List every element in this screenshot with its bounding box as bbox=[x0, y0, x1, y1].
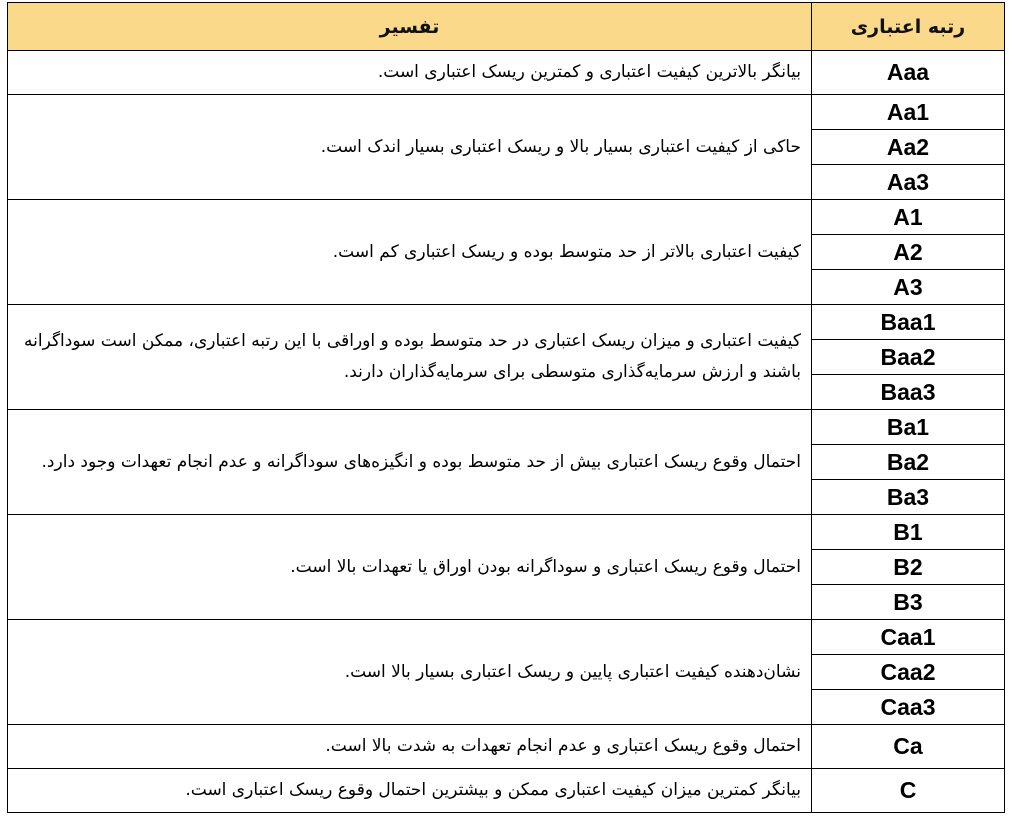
header-description: تفسیر bbox=[8, 3, 812, 51]
description-cell: کیفیت اعتباری و میزان ریسک اعتباری در حد متوسط بوده و اوراقی با این رتبه اعتباری، ممکن است سوداگرانه باشند و ارزش سرمایه‌گذاری متوسطی برای سرمایه‌گذاران دارند. bbox=[8, 305, 812, 410]
table-row bbox=[8, 725, 1005, 769]
rating-cell: B1 bbox=[812, 515, 1005, 550]
rating-cell: Baa3 bbox=[812, 375, 1005, 410]
rating-cell: Caa3 bbox=[812, 690, 1005, 725]
rating-cell: A1 bbox=[812, 200, 1005, 235]
table-row bbox=[8, 200, 1005, 235]
rating-cell: B3 bbox=[812, 585, 1005, 620]
rating-cell: Aaa bbox=[812, 51, 1005, 95]
table-row bbox=[8, 305, 1005, 340]
rating-cell: Ca bbox=[812, 725, 1005, 769]
credit-rating-table bbox=[7, 2, 1005, 813]
rating-cell: Ba2 bbox=[812, 445, 1005, 480]
rating-cell: A3 bbox=[812, 270, 1005, 305]
rating-cell: Caa1 bbox=[812, 620, 1005, 655]
description-cell: کیفیت اعتباری بالاتر از حد متوسط بوده و ریسک اعتباری کم است. bbox=[8, 200, 812, 305]
description-cell: احتمال وقوع ریسک اعتباری بیش از حد متوسط بوده و انگیزه‌های سوداگرانه و عدم انجام تعهدات وجود دارد. bbox=[8, 410, 812, 515]
table-row bbox=[8, 515, 1005, 550]
header-row bbox=[8, 3, 1005, 51]
description-cell: حاکی از کیفیت اعتباری بسیار بالا و ریسک اعتباری بسیار اندک است. bbox=[8, 95, 812, 200]
table-body bbox=[8, 51, 1005, 813]
rating-cell: Aa2 bbox=[812, 130, 1005, 165]
rating-cell: B2 bbox=[812, 550, 1005, 585]
description-cell: احتمال وقوع ریسک اعتباری و سوداگرانه بودن اوراق یا تعهدات بالا است. bbox=[8, 515, 812, 620]
rating-cell: A2 bbox=[812, 235, 1005, 270]
rating-cell: Caa2 bbox=[812, 655, 1005, 690]
rating-cell: Ba3 bbox=[812, 480, 1005, 515]
table-row bbox=[8, 95, 1005, 130]
rating-cell: Baa1 bbox=[812, 305, 1005, 340]
table-row bbox=[8, 410, 1005, 445]
description-cell: احتمال وقوع ریسک اعتباری و عدم انجام تعهدات به شدت بالا است. bbox=[8, 725, 812, 769]
ratings-table-container bbox=[7, 2, 1005, 813]
table-row bbox=[8, 769, 1005, 813]
table-row bbox=[8, 620, 1005, 655]
header-rating: رتبه اعتباری bbox=[812, 3, 1005, 51]
rating-cell: Aa3 bbox=[812, 165, 1005, 200]
description-cell: بیانگر کمترین میزان کیفیت اعتباری ممکن و بیشترین احتمال وقوع ریسک اعتباری است. bbox=[8, 769, 812, 813]
rating-cell: C bbox=[812, 769, 1005, 813]
description-cell: نشان‌دهنده کیفیت اعتباری پایین و ریسک اعتباری بسیار بالا است. bbox=[8, 620, 812, 725]
table-row bbox=[8, 51, 1005, 95]
rating-cell: Aa1 bbox=[812, 95, 1005, 130]
rating-cell: Ba1 bbox=[812, 410, 1005, 445]
rating-cell: Baa2 bbox=[812, 340, 1005, 375]
description-cell: بیانگر بالاترین کیفیت اعتباری و کمترین ریسک اعتباری است. bbox=[8, 51, 812, 95]
